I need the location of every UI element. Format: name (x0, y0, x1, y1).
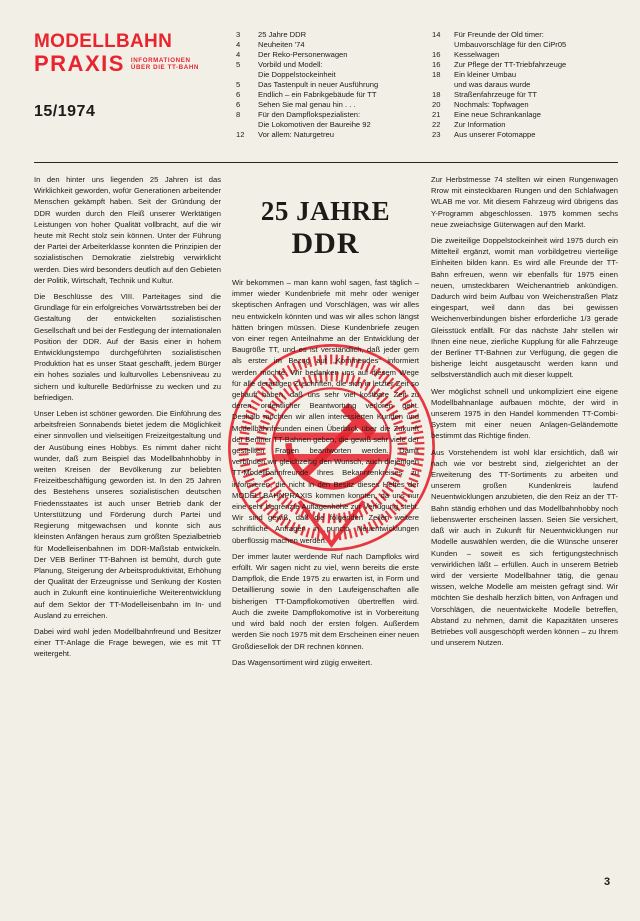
paragraph: Das Wagensortiment wird zügig erweitert. (232, 657, 373, 667)
toc-page: 5 (236, 60, 241, 69)
masthead (34, 32, 244, 75)
header-divider (34, 162, 618, 163)
masthead-praxis: PRAXIS (34, 51, 125, 76)
toc-page: 20 (432, 100, 441, 109)
toc-title: Ein kleiner Umbau und was daraus wurde (454, 70, 531, 89)
page-number: 3 (604, 876, 611, 888)
toc-title: Vorbild und Modell: Die Doppelstockeinheit (258, 60, 336, 79)
toc-title: Zur Pflege der TT-Triebfahrzeuge (454, 60, 567, 69)
table-of-contents-col2 (432, 30, 622, 140)
headline-line-2: DDR (291, 227, 360, 260)
article-column-2 (232, 277, 419, 673)
toc-entry (432, 60, 622, 70)
paragraph: Die zweiteilige Doppelstockeinheit wird 1975 durch ein Mittelteil ergänzt, womit man vorbildgetreu vierteilige Einheiten bilden kann. Es wird alle Freunde der TT-Bahn erfreuen, wenn wir ebenfalls für 1975 einen neuen, umsteckbaren Weichenantrieb ankündigen. Dadurch wird beim Aufbau von Weichenstraßen Platz eingespart, weil dann das bei gewissen Weichenverbindungen bisher erforderliche 1/3 gerade Gleisstück entfällt. Für das nächste Jahr stellen wir Ihnen eine neue, zierliche Kupplung für alle Fahrzeuge der Berliner TT-Bahnen zur Verfügung, die gegen die bisherige leicht ausgetauscht werden kann und selbstverständlich auch mit dieser kuppelt. (431, 236, 618, 380)
toc-page: 4 (236, 40, 241, 49)
toc-entry (432, 110, 622, 120)
toc-entry (236, 40, 422, 50)
toc-page: 6 (236, 90, 241, 99)
toc-entry (432, 30, 622, 50)
toc-page: 4 (236, 50, 241, 59)
toc-title: Zur Information (454, 120, 506, 129)
toc-page: 14 (432, 30, 441, 39)
toc-page: 3 (236, 30, 241, 39)
paragraph: Wir bekommen – man kann wohl sagen, fast täglich – immer wieder Kundenbriefe mit mehr oder weniger skeptischen Anfragen und Vorschlägen, was wir alles neu entwickeln könnten und was wir alles schon längst hätten bringen müssen. Diese Kundenbriefe zeugen von einer regen Anteilnahme an der Entwicklung der Baugröße TT, und es ist verständlich, daß jeder gern als erster im Bezug auf „Kommendes“ informiert werden möchte. Wir bedanken uns auf diesem Wege für alle derartigen Zuschriften, die sich in letzter Zeit so gehäuft haben, daß uns sehr viel kostbare Zeit zu deren ordentlicher Beantwortung verloren geht. Deshalb möchten wir allen interessierten Kunden und Modellbahnfreunden einen Überblick über die Zukunft der Berliner TT-Bahnen geben, die gewiß sehr viele der gestellten Fragen beantworten werden. Damit verbinden wir gleichzeitig den Wunsch, auch diejenigen TT-Modellbahnfreunde Ihres Bekanntenkreises zu informieren, die nicht in den Besitz dieses Heftes der MODELLBAHNPRAXIS kommen konnten, da uns nur eine sehr begrenzte Auflagenhöhe zur Verfügung steht. Wir sind gewiß, daß die folgenden Zeilen weitere schriftliche Anfragen in puncto Neuentwicklungen überflüssig machen werden. (232, 278, 419, 545)
paragraph: Wer möglichst schnell und unkompliziert eine eigene Modellbahnanlage aufbauen möchte, der wird in unserem 1975 in den Handel kommenden TT-Combi-System mit einer neuen Anlagen-Geländemotte bestimmt das Richtige finden. (431, 386, 618, 441)
paragraph: Aus Vorstehendem ist wohl klar ersichtlich, daß wir nach wie vor bestrebt sind, zielgerichtet an der Erweiterung des TT-Sortiments zu arbeiten und unserem großen Kundenkreis laufend Neuentwicklungen anzubieten, die den Reiz an der TT-Bahn ständig erhöhen und das Modellbahnhobby noch liebenswerter erscheinen lassen. Seien Sie versichert, daß wir auch in Zukunft für Neuentwicklungen nur Modelle auswählen werden, die die Wünsche unserer Kunden – soweit es sich fertigungstechnisch verwirklichen läßt – erfüllen. Auch in unserem Betrieb wird der versierte Modellbahner tätig, die genau wissen, welche Modelle am meisten gefragt sind. Wir möchten Sie deshalb herzlich bitten, von Anfragen und Vorschlägen, die neuentwickelte Modelle betreffen, Abstand zu nehmen, damit die Kapazitäten unseres Betriebes voll ausgeschöpft werden können – zu Ihrem und unserem Nutzen. (431, 447, 618, 648)
toc-title: Für Freunde der Old timer: Umbauvorschläge für den CiPr05 (454, 30, 567, 49)
toc-entry (236, 130, 422, 140)
paragraph: Dabei wird wohl jeden Modellbahnfreund und Besitzer einer TT-Anlage die Frage bewegen, wie es mit TT weitergeht. (34, 626, 221, 659)
toc-entry (432, 100, 622, 110)
toc-page: 16 (432, 50, 441, 59)
toc-title: Straßenfahrzeuge für TT (454, 90, 538, 99)
issue-number: 15/1974 (34, 103, 96, 120)
toc-entry (432, 120, 622, 130)
toc-title: Vor allem: Naturgetreu (258, 130, 334, 139)
paragraph: Der immer lauter werdende Ruf nach Dampfloks wird erfüllt. Wir sagen nicht zu viel, wenn bereits die erste Dampflok, die Ende 1975 zu erwarten ist, in Form und Detaillierung sowie in den Laufeigenschaften alle bisherigen TT-Dampflokomotiven übertreffen wird. Auch die zweite Dampflokomotive ist in Vorbereitung und wird bald noch der ersten folgen. Außerdem werden Sie noch 1975 mit dem Erscheinen einer neuen Großdiesellok der DR rechnen können. (232, 551, 420, 651)
article-headline (227, 196, 424, 261)
toc-page: 12 (236, 130, 245, 139)
toc-entry (432, 130, 622, 140)
toc-page: 18 (432, 90, 441, 99)
toc-title: 25 Jahre DDR (258, 30, 307, 39)
toc-entry (236, 110, 422, 130)
article-column-3 (431, 174, 618, 653)
toc-page: 16 (432, 60, 441, 69)
paragraph: Die Beschlüsse des VIII. Parteitages sind die Grundlage für ein erfolgreiches Vorwärtsstreben bei der Gestaltung der entwickelten sozialistischen Gesellschaft und bei der Festlegung der internationalen Position der DDR. Auf der Basis einer in hohem Entwicklungstempo durchgeführten sozialistischen Produktion hat es unser Staat geschafft, jedem Bürger ein hohes soziales und kulturvolles Lebensniveau zu sichern und kulturelle Bedürfnisse zu wecken und zu befriedigen. (34, 292, 221, 402)
toc-title: Aus unserer Fotomappe (454, 130, 536, 139)
toc-entry (236, 50, 422, 60)
toc-title: Das Tastenpult in neuer Ausführung (258, 80, 379, 89)
toc-title: Nochmals: Topfwagen (454, 100, 529, 109)
masthead-subtitle-2: ÜBER DIE TT-BAHN (130, 64, 199, 71)
toc-page: 18 (432, 70, 441, 79)
toc-entry (236, 80, 422, 90)
toc-entry (236, 90, 422, 100)
toc-title: Für den Dampflokspezialisten: Die Lokomotiven der Baureihe 92 (258, 110, 371, 129)
toc-entry (432, 90, 622, 100)
toc-page: 22 (432, 120, 441, 129)
toc-page: 23 (432, 130, 441, 139)
toc-title: Sehen Sie mal genau hin . . . (258, 100, 356, 109)
toc-title: Der Reko-Personenwagen (258, 50, 348, 59)
table-of-contents-col1 (236, 30, 422, 140)
toc-title: Kesselwagen (454, 50, 500, 59)
toc-title: Eine neue Schrankanlage (454, 110, 541, 119)
toc-entry (236, 60, 422, 80)
toc-entry (432, 50, 622, 60)
toc-page: 5 (236, 80, 241, 89)
toc-page: 21 (432, 110, 441, 119)
toc-title: Neuheiten '74 (258, 40, 305, 49)
masthead-title: MODELLBAHN (34, 31, 173, 52)
article-column-1 (34, 174, 221, 665)
paragraph: Unser Leben ist schöner geworden. Die Einführung des arbeitsfreien Sonnabends bietet jedem die Möglichkeit einer sinnvollen und vielseitigen Freizeitgestaltung und der Ausübung eines Hobbys. Es nimmt daher nicht wunder, daß zum Beispiel das Modellbahnhobby in weiten Kreisen der Bevölkerung zur beliebten Freizeitbeschäftigung geworden ist. In den 25 Jahren des Bestehens unseres sozialistischen deutschen Friedensstaates ist auch unser Betrieb dank der Unterstützung und Förderung durch Partei und Regierung mitgewachsen und konnte sich aus kleinsten Anfängen heraus zum größten Spezialbetrieb für Modelleisenbahnen im DDR-Maßstab entwickeln. Der VEB Berliner TT-Bahnen ist bemüht, durch gute Planung, Steigerung der Arbeitsproduktivität, Erhöhung der Qualität der Erzeugnisse und Senkung der Kosten auch in Zukunft eine kontinuierliche Weiterentwicklung auf dem Sektor der TT-Modelleisenbahn im In- und Ausland zu erreichen. (34, 409, 221, 620)
paragraph: Zur Herbstmesse 74 stellten wir einen Rungenwagen Rrow mit einsteckbaren Rungen und den Schlafwagen WLAB me vor. Mit diesem Fahrzeug wird übrigens das Y-Programm abgeschlossen. 1975 kommen sechs neue zweiachsige Güterwagen auf den Markt. (431, 175, 618, 229)
toc-entry (432, 70, 622, 90)
toc-page: 6 (236, 100, 241, 109)
toc-entry (236, 30, 422, 40)
toc-page: 8 (236, 110, 241, 119)
toc-title: Endlich – ein Fabrikgebäude für TT (258, 90, 377, 99)
headline-line-1: 25 JAHRE (260, 196, 391, 226)
masthead-subtitle-1: INFORMATIONEN (130, 56, 191, 64)
paragraph: In den hinter uns liegenden 25 Jahren ist das Wirklichkeit geworden, wofür Generationen arbeitender Menschen gekämpft haben. Seit der Gründung der DDR wurden durch den Fleiß unserer Werktätigen Leistungen von hoher Qualität vollbracht, auf die wir heute mit Recht stolz sein können. Unter der Führung der Partei der Arbeiterklasse konnten die Prinzipien der sozialistischen Demokratie zielstrebig verwirklicht werden. Dies wird besonders deutlich auf den Gebieten der Politik, Wirtschaft, Technik und Kultur. (34, 175, 221, 285)
toc-entry (236, 100, 422, 110)
